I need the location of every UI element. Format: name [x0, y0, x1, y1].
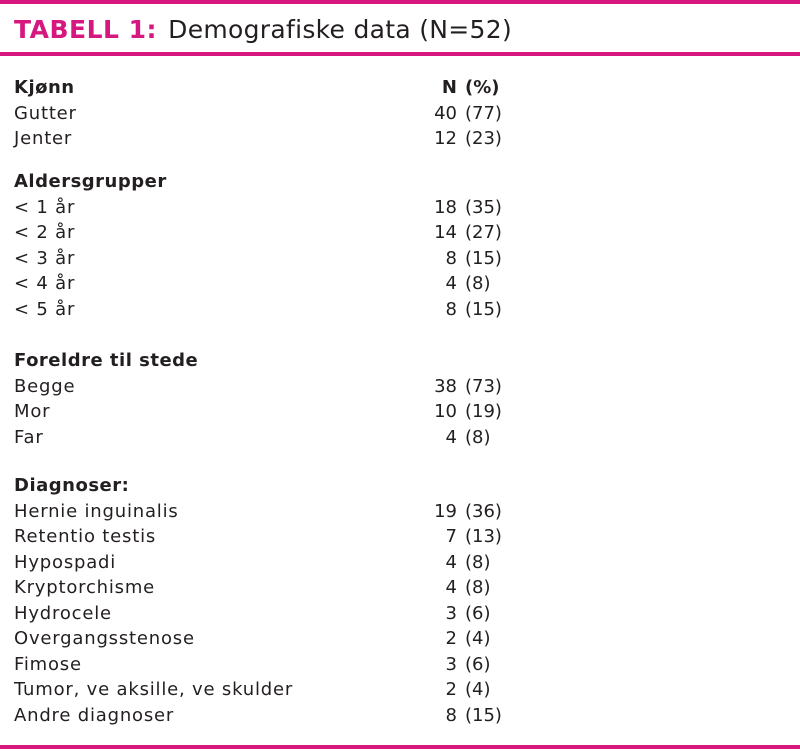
title-rule	[0, 52, 800, 56]
row-count: 7	[445, 526, 457, 547]
row-count: 14	[434, 222, 457, 243]
table-row	[0, 677, 800, 702]
row-label: Begge	[14, 376, 76, 397]
table-title	[14, 10, 512, 50]
table-label: TABELL 1:	[14, 15, 158, 44]
row-count: 18	[434, 197, 457, 218]
table-row	[0, 601, 800, 626]
table-row	[0, 550, 800, 575]
row-label: Mor	[14, 401, 51, 422]
row-count: 4	[445, 427, 457, 448]
row-percent: (19)	[465, 401, 502, 422]
table-row	[0, 271, 800, 296]
row-count: 19	[434, 501, 457, 522]
table-title-text: Demografiske data (N=52)	[168, 15, 513, 44]
row-label: Jenter	[14, 128, 73, 149]
row-label: Tumor, ve aksille, ve skulder	[14, 679, 294, 700]
row-label: Retentio testis	[14, 526, 157, 547]
table-row	[0, 626, 800, 651]
section-heading-label: Diagnoser:	[14, 475, 130, 496]
table-row	[0, 425, 800, 450]
table-row	[0, 524, 800, 549]
row-count: 2	[445, 628, 457, 649]
table-row	[0, 297, 800, 322]
row-label: < 2 år	[14, 222, 76, 243]
table-row	[0, 399, 800, 424]
table-row	[0, 703, 800, 728]
bottom-rule	[0, 745, 800, 749]
section-heading	[0, 75, 800, 100]
row-percent: (6)	[465, 654, 491, 675]
row-label: Hernie inguinalis	[14, 501, 179, 522]
row-label: < 1 år	[14, 197, 76, 218]
row-label: Kryptorchisme	[14, 577, 156, 598]
row-label: Hypospadi	[14, 552, 117, 573]
row-count: 3	[445, 654, 457, 675]
section-heading-label: Foreldre til stede	[14, 350, 199, 371]
row-label: < 4 år	[14, 273, 76, 294]
row-count: 4	[445, 273, 457, 294]
top-rule	[0, 0, 800, 4]
row-label: Overgangsstenose	[14, 628, 195, 649]
row-label: Hydrocele	[14, 603, 112, 624]
row-percent: (6)	[465, 603, 491, 624]
row-label: Andre diagnoser	[14, 705, 175, 726]
table-row	[0, 126, 800, 151]
table-row	[0, 246, 800, 271]
row-percent: (15)	[465, 248, 502, 269]
table-row	[0, 101, 800, 126]
row-percent: (8)	[465, 427, 491, 448]
table-row	[0, 499, 800, 524]
row-count: 8	[445, 705, 457, 726]
section-heading	[0, 348, 800, 373]
row-count: 12	[434, 128, 457, 149]
row-count: 38	[434, 376, 457, 397]
row-percent: (15)	[465, 299, 502, 320]
column-header-percent: (%)	[465, 77, 500, 98]
row-count: 8	[445, 299, 457, 320]
table-row	[0, 652, 800, 677]
row-label: Far	[14, 427, 44, 448]
row-percent: (73)	[465, 376, 502, 397]
section-heading	[0, 169, 800, 194]
row-count: 4	[445, 577, 457, 598]
row-count: 40	[434, 103, 457, 124]
row-percent: (8)	[465, 552, 491, 573]
table-row	[0, 195, 800, 220]
row-percent: (15)	[465, 705, 502, 726]
row-count: 4	[445, 552, 457, 573]
row-percent: (23)	[465, 128, 502, 149]
row-count: 10	[434, 401, 457, 422]
row-percent: (35)	[465, 197, 502, 218]
row-percent: (27)	[465, 222, 502, 243]
row-count: 3	[445, 603, 457, 624]
section-heading	[0, 473, 800, 498]
row-percent: (4)	[465, 628, 491, 649]
row-percent: (8)	[465, 577, 491, 598]
row-label: < 3 år	[14, 248, 76, 269]
table-row	[0, 220, 800, 245]
row-count: 2	[445, 679, 457, 700]
row-label: < 5 år	[14, 299, 76, 320]
row-label: Gutter	[14, 103, 77, 124]
row-percent: (4)	[465, 679, 491, 700]
column-header-n: N	[441, 77, 457, 98]
row-percent: (77)	[465, 103, 502, 124]
row-percent: (13)	[465, 526, 502, 547]
section-heading-label: Aldersgrupper	[14, 171, 167, 192]
section-heading-label: Kjønn	[14, 77, 75, 98]
row-count: 8	[445, 248, 457, 269]
row-percent: (36)	[465, 501, 502, 522]
table-row	[0, 374, 800, 399]
row-label: Fimose	[14, 654, 82, 675]
row-percent: (8)	[465, 273, 491, 294]
table-row	[0, 575, 800, 600]
